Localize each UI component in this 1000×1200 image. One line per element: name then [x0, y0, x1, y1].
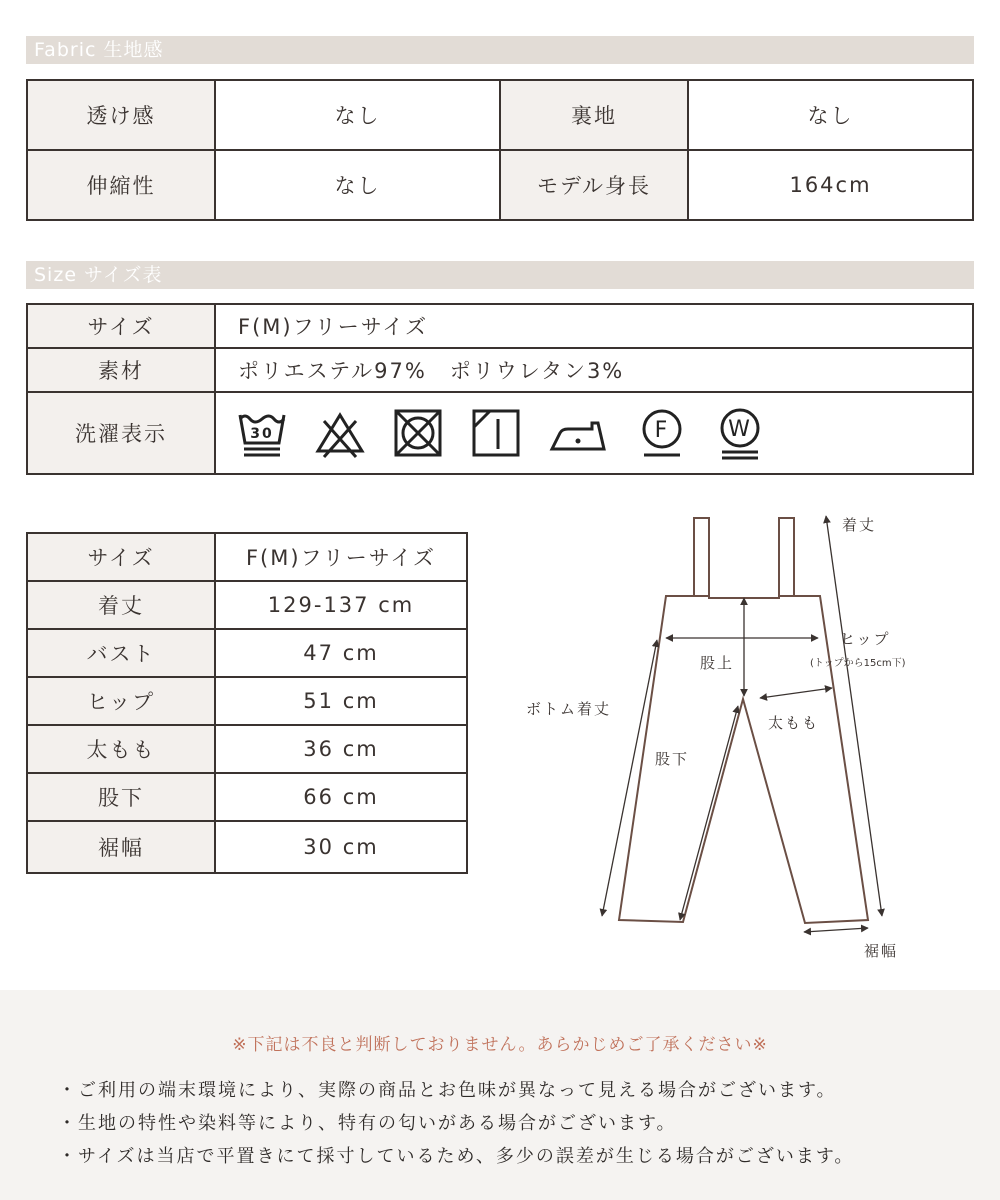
diagram-label-thigh: 太もも	[768, 714, 820, 732]
meas-value-inseam: 66 cm	[214, 772, 468, 822]
hem-arrow	[804, 928, 868, 932]
notice-item-3: ・サイズは当店で平置きにて採寸しているため、多少の誤差が生じる場合がございます。	[58, 1146, 855, 1167]
meas-label-total-length: 着丈	[26, 580, 216, 630]
meas-value-total-length: 129-137 cm	[214, 580, 468, 630]
meas-header-value: F(M)フリーサイズ	[214, 532, 468, 582]
diagram-label-total-length: 着丈	[842, 516, 877, 534]
size-label-care: 洗濯表示	[26, 391, 216, 475]
fabric-label-lining: 裏地	[499, 79, 689, 151]
thigh-arrow	[760, 688, 832, 698]
meas-label-hem: 裾幅	[26, 820, 216, 874]
inseam-arrow	[680, 706, 738, 920]
size-value-size: F(M)フリーサイズ	[214, 303, 974, 349]
fabric-label-model-height: モデル身長	[499, 149, 689, 221]
diagram-label-hip-note: (トップから15cm下)	[810, 658, 906, 669]
dry-clean-letter: F	[654, 418, 670, 443]
meas-value-thigh: 36 cm	[214, 724, 468, 774]
fabric-label-transparency: 透け感	[26, 79, 216, 151]
fabric-value-lining: なし	[687, 79, 974, 151]
garment-outline	[619, 518, 868, 923]
meas-label-hip: ヒップ	[26, 676, 216, 726]
fabric-heading: Fabric 生地感	[26, 36, 974, 64]
meas-label-thigh: 太もも	[26, 724, 216, 774]
notice-item-1: ・ご利用の端末環境により、実際の商品とお色味が異なって見える場合がございます。	[58, 1080, 837, 1101]
meas-label-inseam: 股下	[26, 772, 216, 822]
dry-clean-f-icon	[634, 405, 690, 461]
total-length-arrow	[826, 516, 882, 916]
wash-temp: 30	[250, 426, 274, 442]
meas-header-label: サイズ	[26, 532, 216, 582]
size-label-material: 素材	[26, 347, 216, 393]
fabric-value-transparency: なし	[214, 79, 501, 151]
diagram-label-rise: 股上	[700, 654, 735, 672]
diagram-label-hem: 裾幅	[864, 942, 899, 960]
size-label-size: サイズ	[26, 303, 216, 349]
no-tumble-dry-icon	[390, 405, 446, 461]
diagram-label-hip: ヒップ	[840, 630, 891, 648]
size-heading: Size サイズ表	[26, 261, 974, 289]
fabric-label-stretch: 伸縮性	[26, 149, 216, 221]
wash-30-icon	[234, 405, 290, 461]
line-dry-shade-icon	[468, 405, 524, 461]
fabric-value-stretch: なし	[214, 149, 501, 221]
size-value-material: ポリエステル97% ポリウレタン3%	[214, 347, 974, 393]
notice-item-2: ・生地の特性や染料等により、特有の匂いがある場合がございます。	[58, 1113, 677, 1134]
bottom-length-arrow	[602, 640, 657, 916]
meas-value-hem: 30 cm	[214, 820, 468, 874]
meas-value-hip: 51 cm	[214, 676, 468, 726]
meas-label-bust: バスト	[26, 628, 216, 678]
no-bleach-icon	[312, 405, 368, 461]
care-icons-cell	[214, 391, 974, 475]
fabric-value-model-height: 164cm	[687, 149, 974, 221]
notice-title: ※下記は不良と判断しておりません。あらかじめご了承ください※	[232, 1035, 768, 1055]
diagram-label-bottom-length: ボトム着丈	[526, 700, 612, 718]
garment-diagram	[500, 500, 980, 970]
wet-clean-w-icon	[712, 405, 768, 461]
wet-clean-letter: W	[728, 417, 752, 442]
diagram-label-inseam: 股下	[655, 750, 690, 768]
meas-value-bust: 47 cm	[214, 628, 468, 678]
iron-low-icon	[546, 405, 612, 461]
